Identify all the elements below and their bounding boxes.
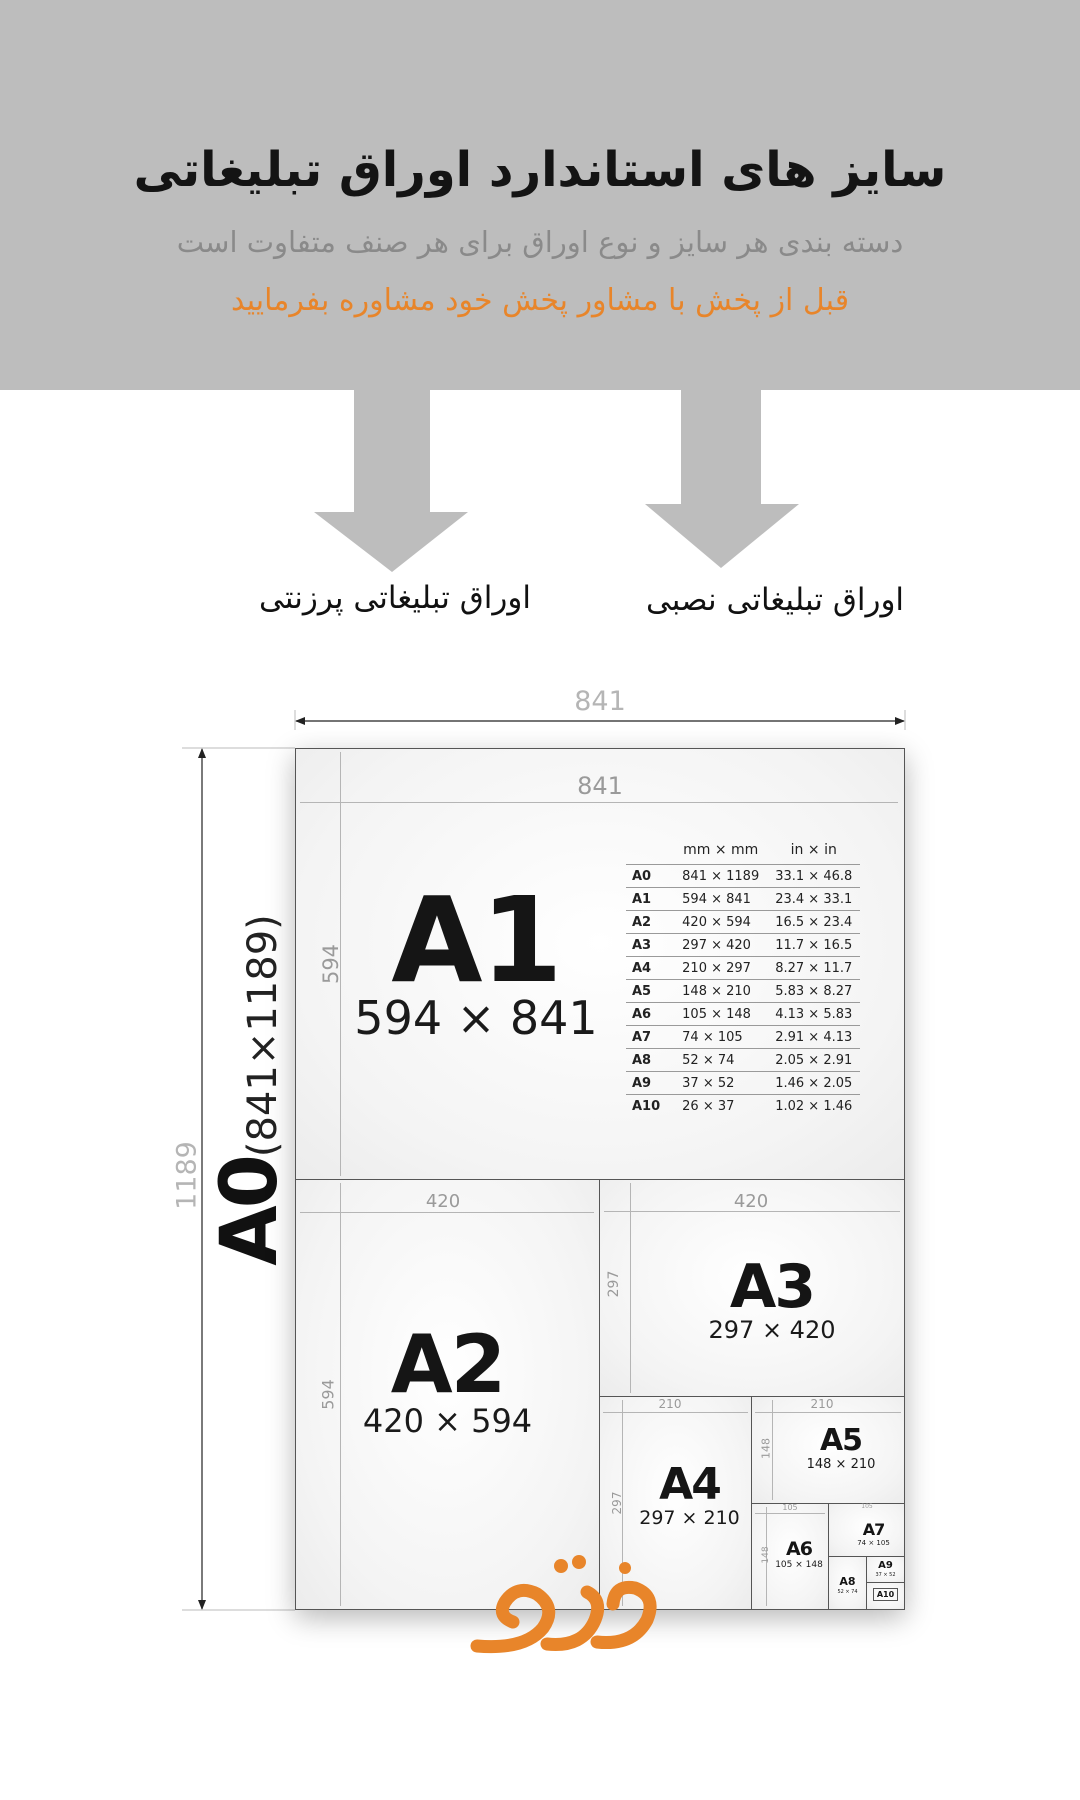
sheet-a9: [866, 1556, 905, 1583]
table-row: A6 105 × 148 4.13 × 5.83: [626, 1003, 860, 1026]
category-presentation: اوراق تبلیغاتی پرزنتی: [259, 580, 531, 616]
table-row: A3 297 × 420 11.7 × 16.5: [626, 934, 860, 957]
table-row: A8 52 × 74 2.05 × 2.91: [626, 1049, 860, 1072]
brand-logo-icon: [465, 1548, 675, 1663]
size-table-header-in: in × in: [790, 842, 837, 858]
a5-name: A5: [819, 1423, 863, 1458]
a0-dims: (841×1189): [240, 914, 286, 1158]
table-row: A0 841 × 1189 33.1 × 46.8: [626, 865, 860, 888]
a8-dims: 52 × 74: [837, 1589, 858, 1595]
a1-dims: 594 × 841: [354, 991, 598, 1045]
a1-width-line: [300, 802, 898, 803]
dimension-outer-height: 1189: [171, 1141, 203, 1210]
dimension-outer-width: 841: [574, 686, 626, 717]
table-row: A9 37 × 52 1.46 × 2.05: [626, 1072, 860, 1095]
a0-name: A0: [205, 1157, 295, 1266]
a4-height-label: 297: [610, 1491, 624, 1515]
a2-height-label: 594: [318, 1379, 338, 1410]
a4-width-label: 210: [658, 1397, 682, 1411]
a3-width-label: 420: [733, 1191, 769, 1212]
size-table-header-mm: mm × mm: [683, 842, 759, 858]
arrow-down-icon-left: [310, 390, 470, 575]
page-title: سایز های استاندارد اوراق تبلیغاتی: [133, 142, 947, 198]
table-row: A2 420 × 594 16.5 × 23.4: [626, 911, 860, 934]
a4-dims: 297 × 210: [639, 1507, 740, 1529]
table-row: A1 594 × 841 23.4 × 33.1: [626, 888, 860, 911]
a10-name: A10: [873, 1588, 898, 1601]
a4-name: A4: [659, 1459, 720, 1510]
sheet-a8: [828, 1556, 867, 1610]
size-table: [626, 840, 860, 1117]
size-table-header-name: [626, 840, 674, 865]
table-row: A7 74 × 105 2.91 × 4.13: [626, 1026, 860, 1049]
a3-height-line: [630, 1183, 631, 1393]
a7-width-label: 105: [861, 1503, 873, 1510]
a6-height-label: 148: [761, 1546, 771, 1564]
a5-height-label: 148: [759, 1438, 773, 1459]
table-row: A4 210 × 297 8.27 × 11.7: [626, 957, 860, 980]
header-banner: [0, 0, 1080, 390]
a3-height-label: 297: [606, 1270, 622, 1298]
dimension-arrow-outer-width: [292, 710, 908, 732]
page-subtitle: دسته بندی هر سایز و نوع اوراق برای هر صنف متفاوت است: [176, 225, 904, 259]
a6-dims: 105 × 148: [775, 1560, 823, 1570]
a1-width-label: 841: [577, 772, 623, 800]
a2-dims: 420 × 594: [362, 1402, 533, 1440]
a2-height-line: [340, 1183, 341, 1606]
size-table-header: [626, 840, 860, 865]
a5-width-label: 210: [810, 1397, 834, 1411]
a6-width-label: 105: [782, 1503, 798, 1512]
a9-dims: 37 × 52: [875, 1572, 896, 1578]
a6-name: A6: [786, 1538, 812, 1560]
a7-name: A7: [862, 1520, 885, 1539]
a9-name: A9: [878, 1560, 893, 1571]
a2-name: A2: [390, 1318, 505, 1411]
a3-name: A3: [729, 1252, 815, 1322]
a5-width-line: [755, 1412, 901, 1413]
a2-width-label: 420: [425, 1191, 461, 1212]
a1-height-label: 594: [319, 943, 343, 985]
a4-width-line: [603, 1412, 748, 1413]
a2-width-line: [300, 1212, 594, 1213]
sheet-a10: [866, 1582, 905, 1610]
advisory-note: قبل از پخش با مشاور پخش خود مشاوره بفرمایید: [230, 283, 850, 318]
category-installation: اوراق تبلیغاتی نصبی: [645, 582, 905, 618]
a3-dims: 297 × 420: [708, 1316, 836, 1344]
a7-dims: 74 × 105: [857, 1539, 890, 1547]
sheet-a7: [828, 1503, 905, 1557]
a5-dims: 148 × 210: [806, 1457, 876, 1472]
a1-name: A1: [391, 871, 561, 1009]
table-row: A5 148 × 210 5.83 × 8.27: [626, 980, 860, 1003]
table-row: A10 26 × 37 1.02 × 1.46: [626, 1095, 860, 1118]
a8-name: A8: [839, 1575, 856, 1588]
arrow-down-icon-right: [643, 390, 803, 575]
